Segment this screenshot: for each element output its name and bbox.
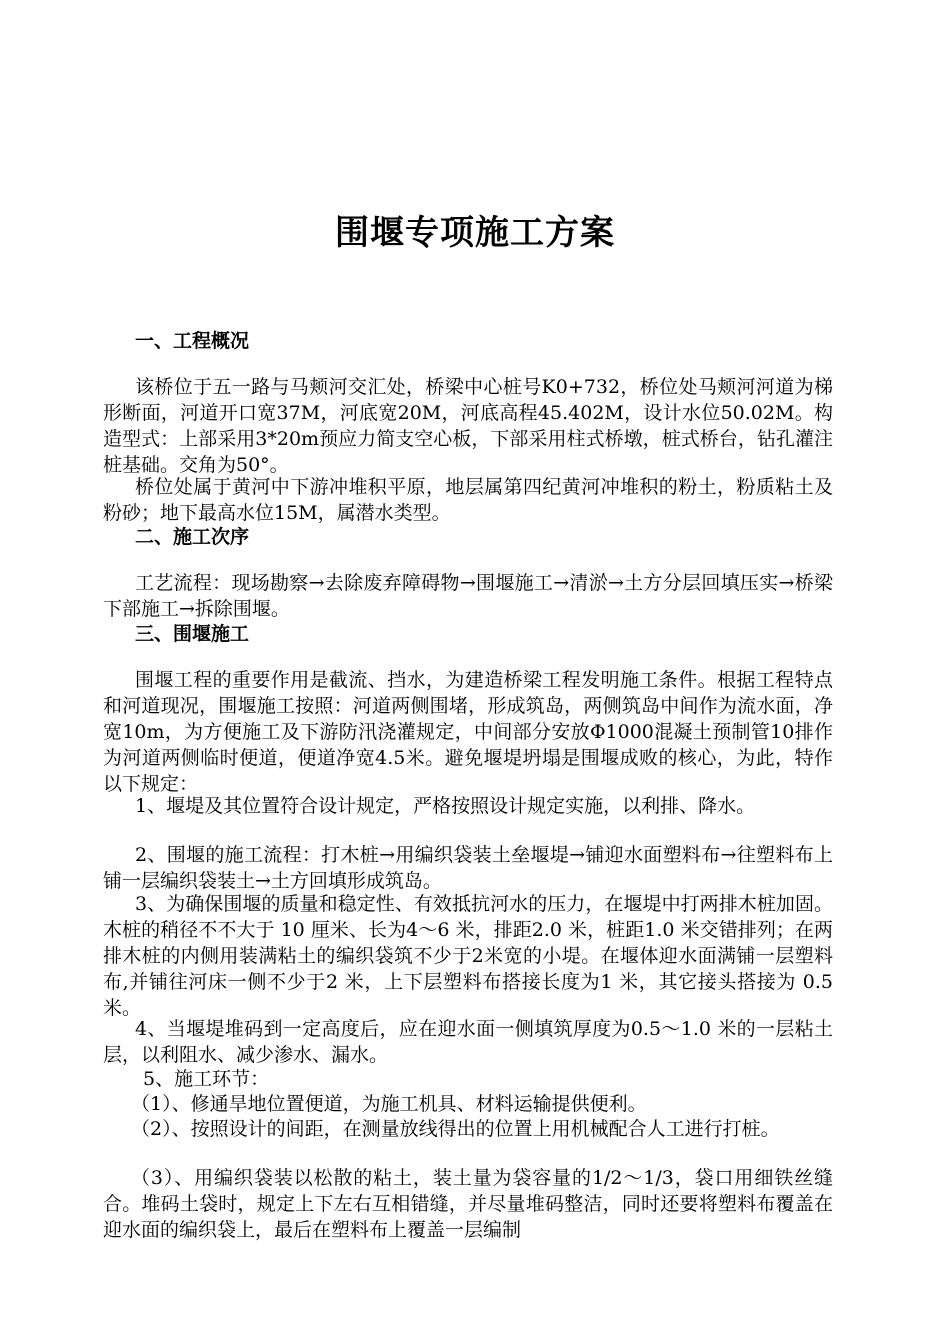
paragraph-step-2: （2）、按照设计的间距，在测量放线得出的位置上用机械配合人工进行打桩。 [131, 1118, 780, 1140]
paragraph-step-3: （3）、用编织袋装以松散的粘土，装土量为袋容量的1/2～1/3，袋口用细铁丝缝合。堆码土袋时，规定上下左右互相错缝，并尽量堆码整洁，同时还要将塑料布覆盖在迎水面的编织袋上，最后在塑料布上覆盖一层编制 [103, 1167, 833, 1241]
paragraph-cofferdam-item-3: 3、为确保围堰的质量和稳定性、有效抵抗河水的压力，在堰堤中打两排木桩加固。木桩的稍径不不大于 10 厘米、长为4～6 米，排距2.0 米，桩距1.0 米交错排列；在两排木桩的内侧用装满粘土的编织袋筑不少于2米宽的小堤。在堰体迎水面满铺一层塑料布,并铺往河床一侧不少于2 米，上下层塑料布搭接长度为1 米，其它接头搭接为 0.5 米。 [103, 893, 833, 1019]
paragraph-overview-1: 该桥位于五一路与马颊河交汇处，桥梁中心桩号K0+732，桥位处马颊河河道为梯形断面，河道开口宽37M，河底宽20M，河底高程45.402M，设计水位50.02M。构造型式：上部采用3*20m预应力简支空心板，下部采用柱式桥墩，桩式桥台，钻孔灌注桩基础。交角为50°。 [103, 376, 833, 476]
section-heading-cofferdam: 三、围堰施工 [135, 623, 250, 645]
paragraph-cofferdam-item-4: 4、当堰堤堆码到一定高度后，应在迎水面一侧填筑厚度为0.5～1.0 米的一层粘土层，以利阻水、减少渗水、漏水。 [103, 1018, 833, 1066]
paragraph-overview-2: 桥位处属于黄河中下游冲堆积平原，地层属第四纪黄河冲堆积的粉土，粉质粘土及粉砂；地下最高水位15M，属潜水类型。 [103, 476, 833, 524]
section-heading-overview: 一、工程概况 [135, 330, 250, 352]
paragraph-sequence-1: 工艺流程：现场勘察→去除废弃障碍物→围堰施工→清淤→土方分层回填压实→桥梁下部施工→拆除围堰。 [103, 572, 833, 620]
document-title: 围堰专项施工方案 [335, 213, 615, 253]
section-heading-sequence: 二、施工次序 [135, 526, 250, 548]
paragraph-cofferdam-item-1: 1、堰堤及其位置符合设计规定，严格按照设计规定实施，以利排、降水。 [135, 795, 756, 817]
paragraph-cofferdam-item-5: 5、施工环节： [143, 1068, 270, 1090]
paragraph-cofferdam-item-2: 2、围堰的施工流程：打木桩→用编织袋装土垒堰堤→铺迎水面塑料布→往塑料布上铺一层编织袋装土→土方回填形成筑岛。 [103, 844, 833, 892]
paragraph-cofferdam-intro: 围堰工程的重要作用是截流、挡水，为建造桥梁工程发明施工条件。根据工程特点和河道现况，围堰施工按照：河道两侧围堵，形成筑岛，两侧筑岛中间作为流水面，净宽10m，为方便施工及下游防汛浇灌规定，中间部分安放Φ1000混凝土预制管10排作为河道两侧临时便道，便道净宽4.5米。避免堰堤坍塌是围堰成败的核心，为此，特作以下规定： [103, 669, 833, 795]
paragraph-step-1: （1）、修通旱地位置便道，为施工机具、材料运输提供便利。 [131, 1093, 647, 1115]
